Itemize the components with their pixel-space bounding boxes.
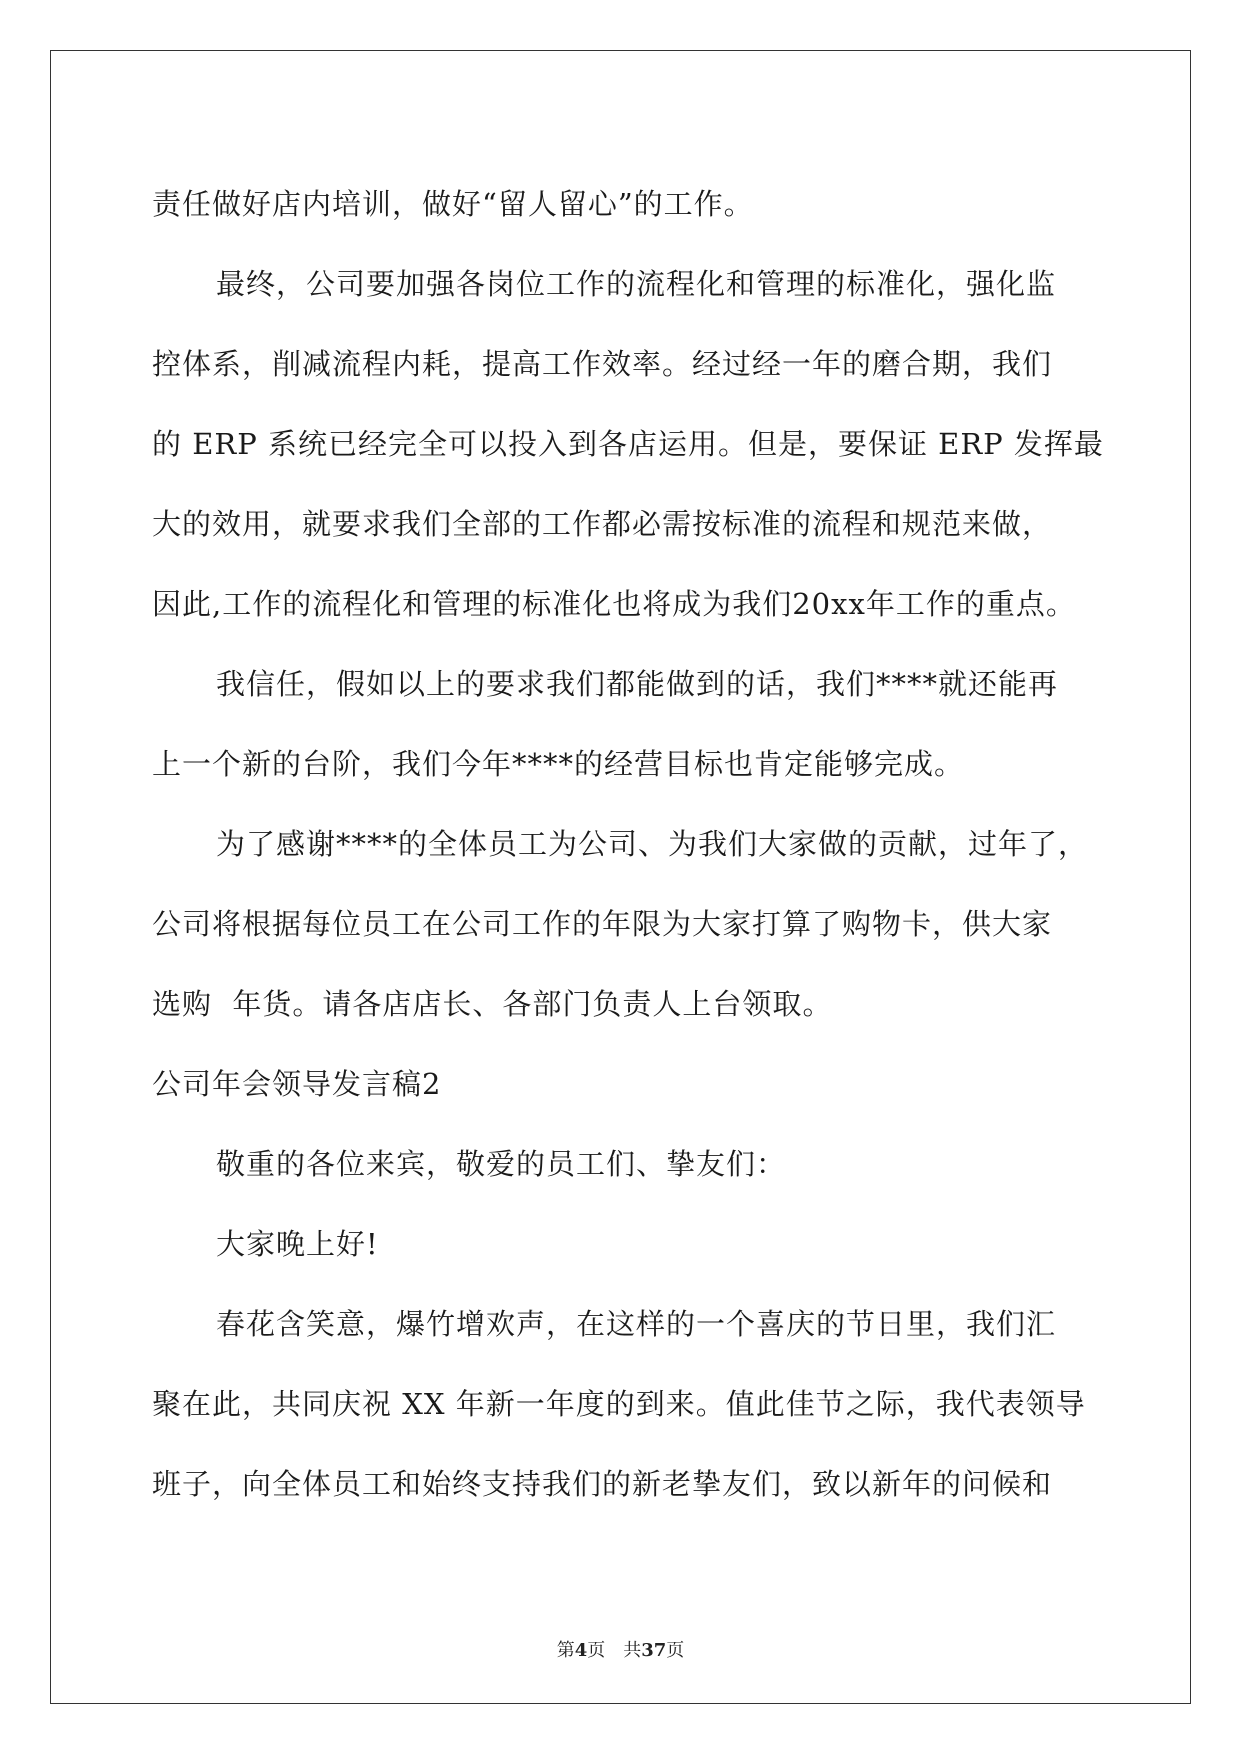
- footer-prefix: 第: [556, 1640, 575, 1661]
- paragraph-line: 大家晚上好!: [216, 1227, 379, 1261]
- footer-mid: 页 共: [587, 1640, 642, 1661]
- paragraph-line: 的 ERP 系统已经完全可以投入到各店运用。但是，要保证 ERP 发挥最: [152, 427, 1104, 461]
- paragraph-line: 因此,工作的流程化和管理的标准化也将成为我们20xx年工作的重点。: [152, 587, 1076, 621]
- footer-suffix: 页: [666, 1640, 685, 1661]
- page-footer: [0, 1636, 1241, 1662]
- page-number: 4: [574, 1640, 588, 1661]
- paragraph-line: 我信任，假如以上的要求我们都能做到的话，我们****就还能再: [216, 667, 1059, 701]
- paragraph-line: 公司将根据每位员工在公司工作的年限为大家打算了购物卡，供大家: [152, 907, 1053, 941]
- paragraph-line: 控体系，削减流程内耗，提高工作效率。经过经一年的磨合期，我们: [152, 347, 1053, 381]
- paragraph-line: 责任做好店内培训，做好“留人留心”的工作。: [152, 187, 754, 221]
- paragraph-line: 春花含笑意，爆竹增欢声，在这样的一个喜庆的节日里，我们汇: [216, 1307, 1057, 1341]
- paragraph-line: 聚在此，共同庆祝 XX 年新一年度的到来。值此佳节之际，我代表领导: [152, 1387, 1086, 1421]
- document-body: [152, 164, 1102, 1524]
- paragraph-line: 最终，公司要加强各岗位工作的流程化和管理的标准化，强化监: [216, 267, 1057, 301]
- total-pages: 37: [641, 1640, 667, 1661]
- paragraph-line: 班子，向全体员工和始终支持我们的新老挚友们，致以新年的问候和: [152, 1467, 1053, 1501]
- paragraph-line: 敬重的各位来宾，敬爱的员工们、挚友们：: [216, 1147, 787, 1181]
- paragraph-line: 上一个新的台阶，我们今年****的经营目标也肯定能够完成。: [152, 747, 965, 781]
- paragraph-line: 为了感谢****的全体员工为公司、为我们大家做的贡献，过年了，: [216, 827, 1089, 861]
- paragraph-line: 大的效用，就要求我们全部的工作都必需按标准的流程和规范来做，: [152, 507, 1053, 541]
- section-heading: 公司年会领导发言稿2: [152, 1067, 442, 1101]
- paragraph-line: 选购 年货。请各店店长、各部门负责人上台领取。: [152, 987, 833, 1021]
